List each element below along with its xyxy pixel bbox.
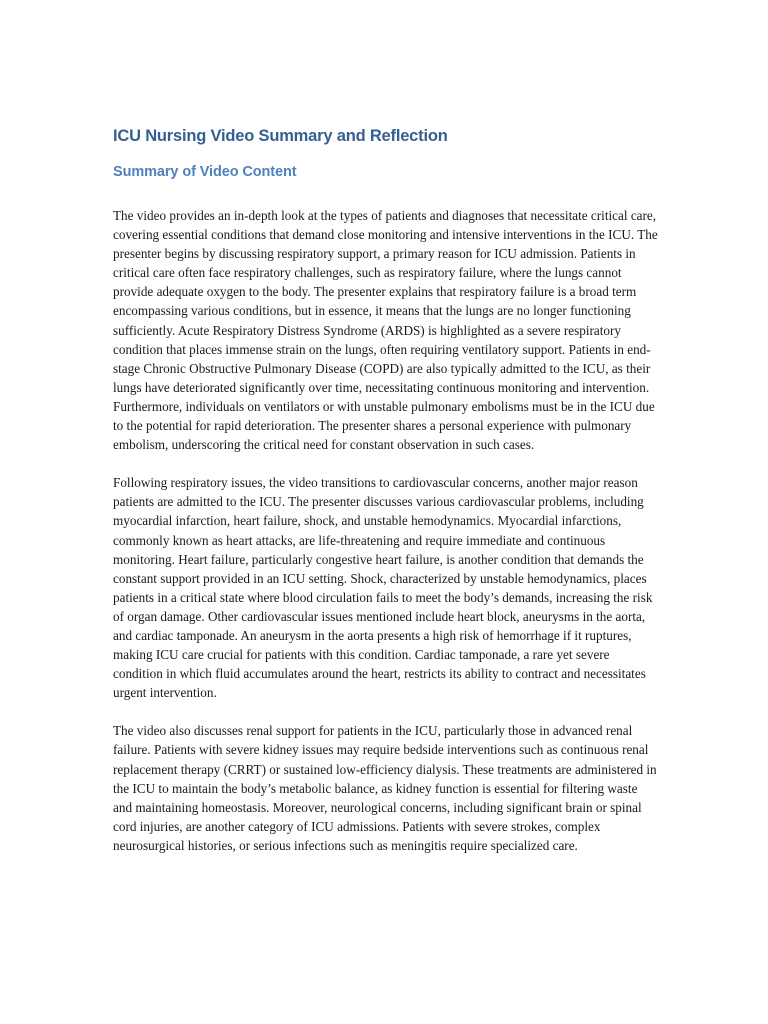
paragraph-cardiovascular: Following respiratory issues, the video transitions to cardiovascular concerns, another major reason patients are admitted to the ICU. The presenter discusses various cardiovascular problems, including myocardial infarction, heart failure, shock, and unstable hemodynamics. Myocardial infarctions, commonly known as heart attacks, are life-threatening and require immediate and continuous monitoring. Heart failure, particularly congestive heart failure, is another condition that demands the constant support provided in an ICU setting. Shock, characterized by unstable hemodynamics, places patients in a critical state where blood circulation fails to meet the body’s demands, increasing the risk of organ damage. Other cardiovascular issues mentioned include heart block, aneurysms in the aorta, and cardiac tamponade. An aneurysm in the aorta presents a high risk of hemorrhage if it ruptures, making ICU care crucial for patients with this condition. Cardiac tamponade, a rare yet severe condition in which fluid accumulates around the heart, restricts its ability to contract and necessitates urgent intervention. <box>113 475 653 701</box>
paragraph-renal-neuro: The video also discusses renal support for patients in the ICU, particularly those in advanced renal failure. Patients with severe kidney issues may require bedside interventions such as continuous renal replacement therapy (CRRT) or sustained low-efficiency dialysis. These treatments are administered in the ICU to maintain the body’s metabolic balance, as kidney function is essential for filtering waste and maintaining homeostasis. Moreover, neurological concerns, including significant brain or spinal cord injuries, are another category of ICU admissions. Patients with severe strokes, complex neurosurgical histories, or serious infections such as meningitis require specialized care. <box>113 723 657 853</box>
section-heading: Summary of Video Content <box>113 164 297 180</box>
document-content <box>113 124 658 855</box>
document-title: ICU Nursing Video Summary and Reflection <box>113 127 448 145</box>
paragraph-respiratory: The video provides an in-depth look at the types of patients and diagnoses that necessitate critical care, covering essential conditions that demand close monitoring and intensive interventions in the ICU. The presenter begins by discussing respiratory support, a primary reason for ICU admission. Patients in critical care often face respiratory challenges, such as respiratory failure, where the lungs cannot provide adequate oxygen to the body. The presenter explains that respiratory failure is a broad term encompassing various conditions, but in essence, it means that the lungs are no longer functioning sufficiently. Acute Respiratory Distress Syndrome (ARDS) is highlighted as a severe respiratory condition that places immense strain on the lungs, often requiring ventilatory support. Patients in end-stage Chronic Obstructive Pulmonary Disease (COPD) are also typically admitted to the ICU, as their lungs have deteriorated significantly over time, necessitating continuous monitoring and intervention. Furthermore, individuals on ventilators or with unstable pulmonary embolisms must be in the ICU due to the potential for rapid deterioration. The presenter shares a personal experience with pulmonary embolism, underscoring the critical need for constant observation in such cases. <box>113 208 658 453</box>
